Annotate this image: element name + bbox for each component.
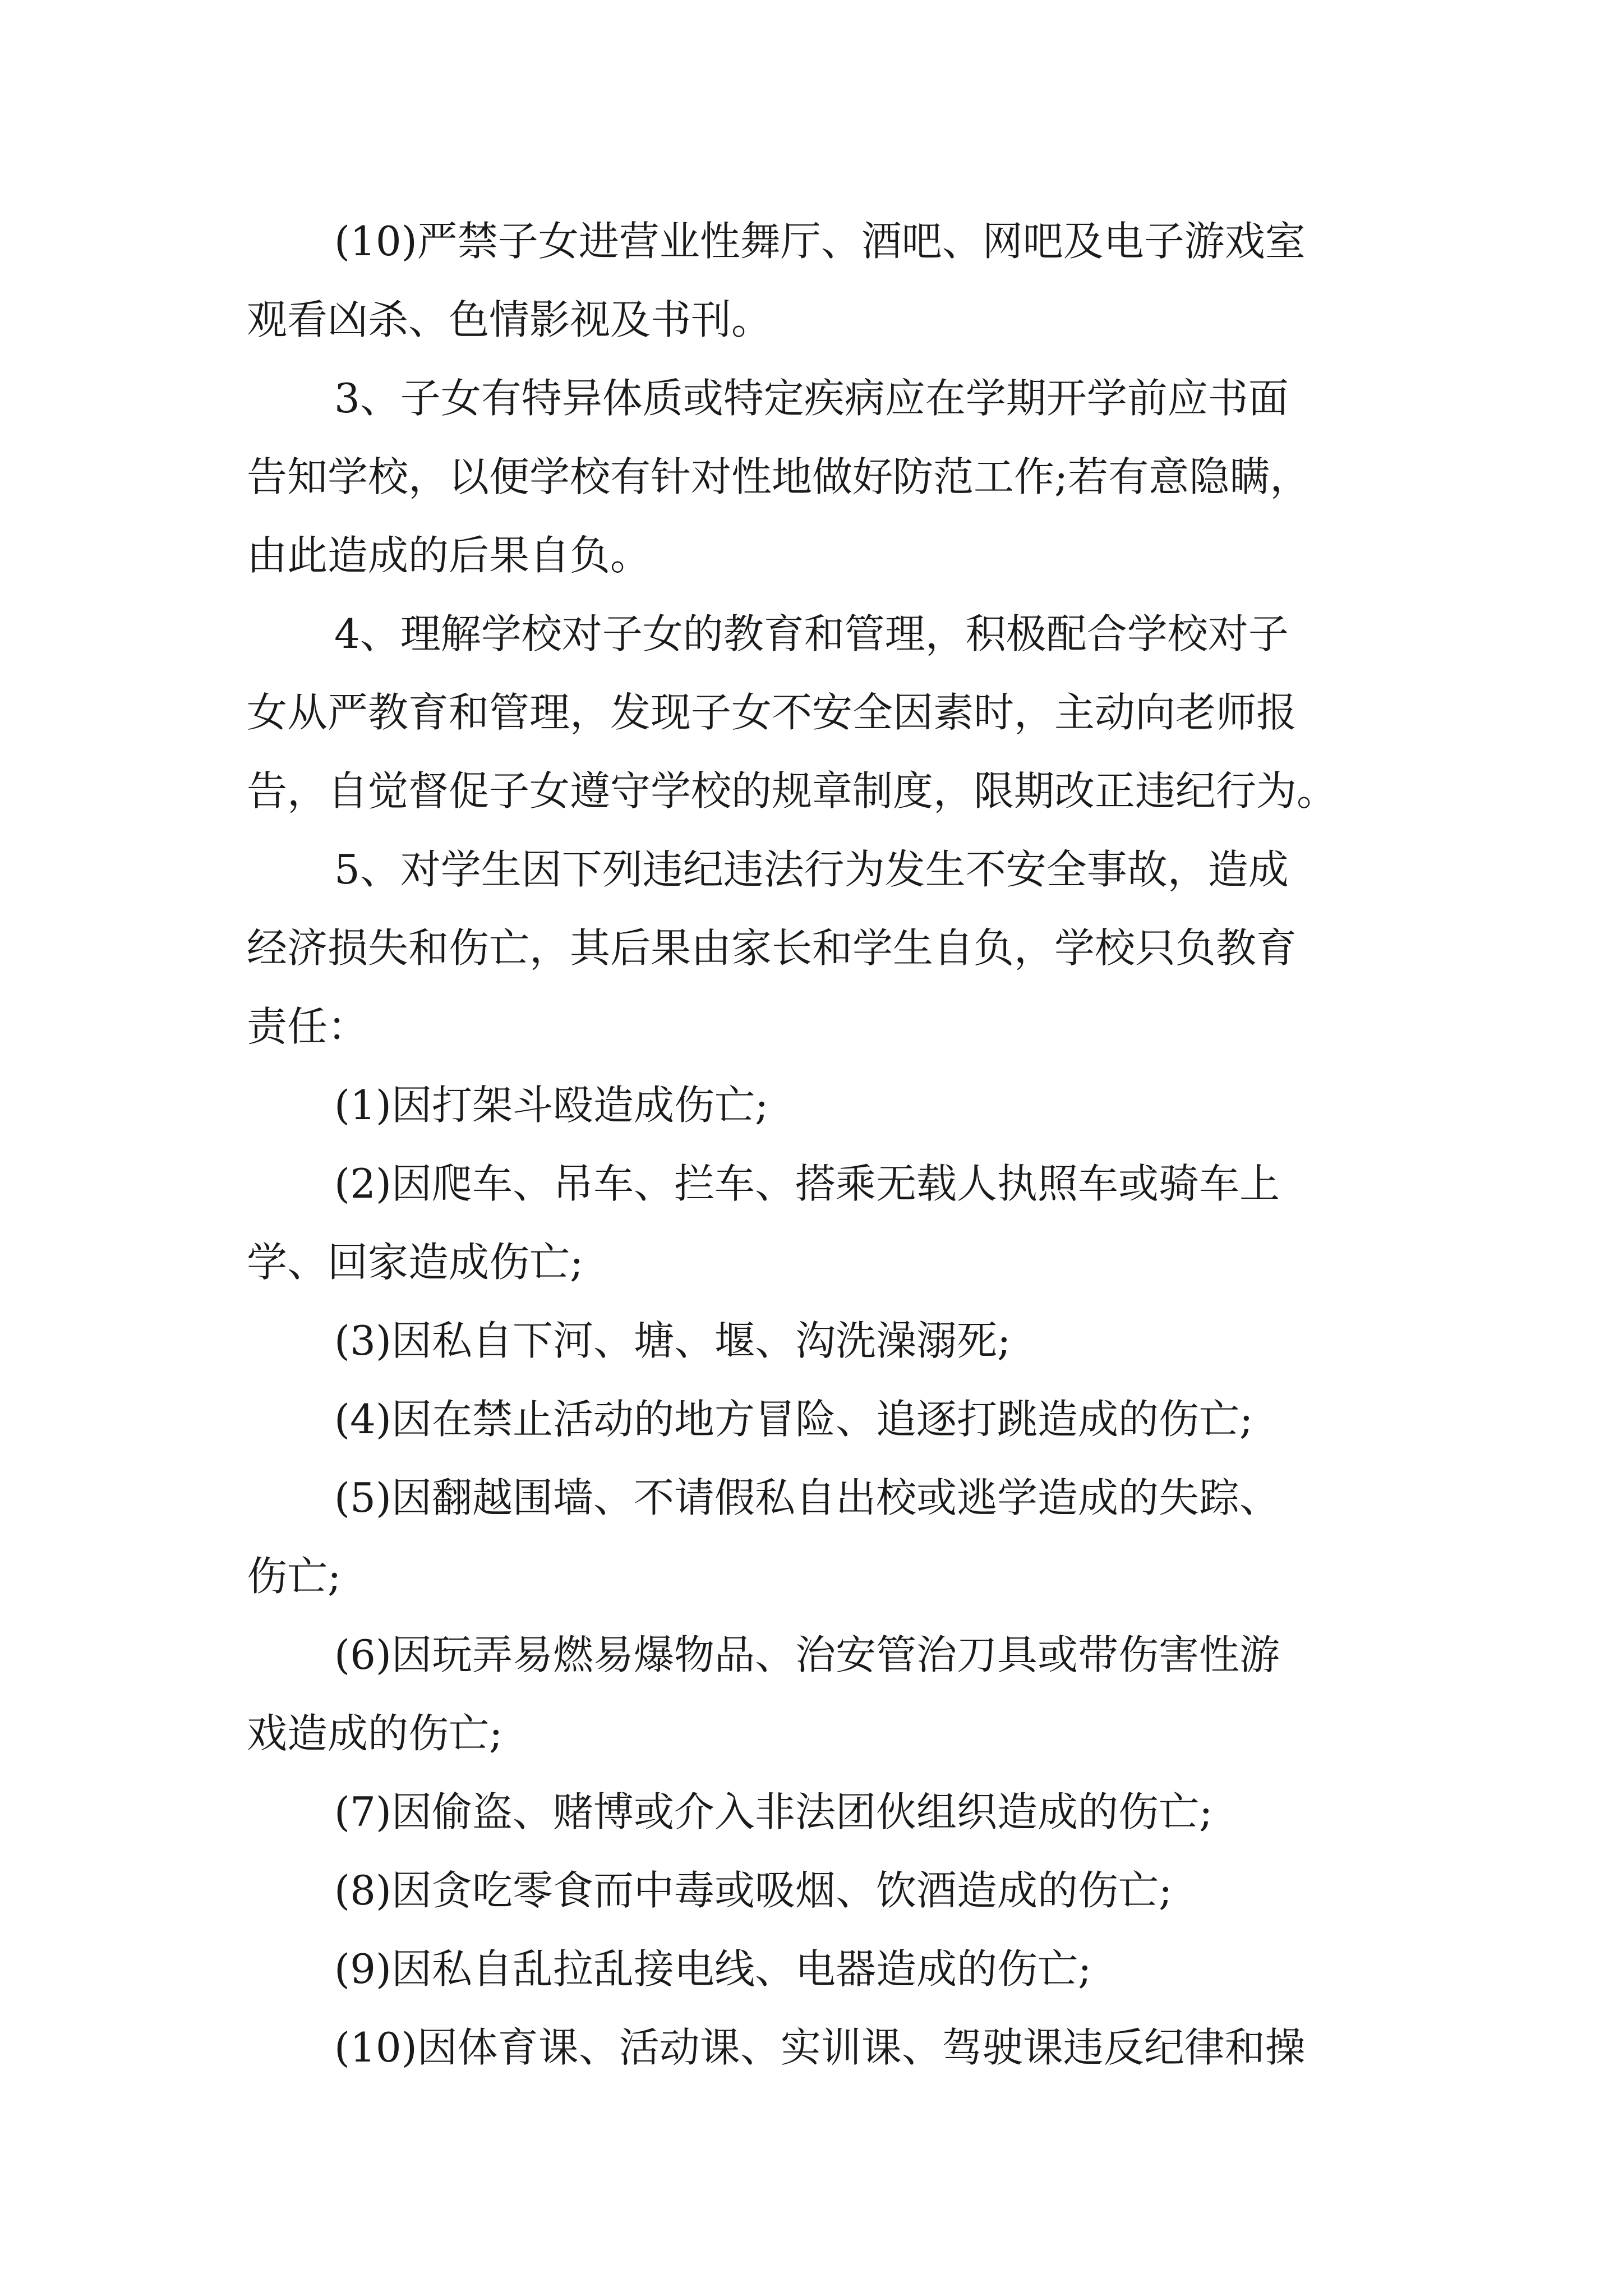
text-line: 学、回家造成伤亡;	[247, 1239, 584, 1286]
document-body	[247, 202, 1385, 2087]
text-line: (7)因偷盗、赌博或介入非法团伙组织造成的伤亡;	[334, 1788, 1213, 1835]
text-line: (3)因私自下河、塘、堰、沟洗澡溺死;	[334, 1317, 1011, 1364]
text-line: 5、对学生因下列违纪违法行为发生不安全事故，造成	[334, 846, 1289, 893]
text-line: (1)因打架斗殴造成伤亡;	[334, 1082, 769, 1129]
text-line: 3、子女有特异体质或特定疾病应在学期开学前应书面	[334, 375, 1289, 422]
text-line: (2)因爬车、吊车、拦车、搭乘无载人执照车或骑车上	[334, 1160, 1280, 1207]
text-line: 观看凶杀、色情影视及书刊。	[247, 296, 772, 343]
text-line: (10)严禁子女进营业性舞厅、酒吧、网吧及电子游戏室	[334, 218, 1306, 265]
text-line: 告知学校，以便学校有针对性地做好防范工作;若有意隐瞒，	[247, 453, 1311, 500]
text-line: (4)因在禁止活动的地方冒险、追逐打跳造成的伤亡;	[334, 1396, 1253, 1443]
text-line: (6)因玩弄易燃易爆物品、治安管治刀具或带伤害性游	[334, 1631, 1280, 1678]
text-line: 女从严教育和管理，发现子女不安全因素时，主动向老师报	[247, 689, 1297, 736]
text-line: (5)因翻越围墙、不请假私自出校或逃学造成的失踪、	[334, 1474, 1280, 1521]
text-line: 由此造成的后果自负。	[247, 532, 651, 579]
text-line: 告，自觉督促子女遵守学校的规章制度，限期改正违纪行为。	[247, 767, 1338, 815]
text-line: 4、理解学校对子女的教育和管理，积极配合学校对子	[334, 610, 1289, 657]
text-line: 经济损失和伤亡，其后果由家长和学生自负，学校只负教育	[247, 924, 1297, 972]
text-line: 戏造成的伤亡;	[247, 1710, 503, 1757]
text-line: 责任：	[247, 1003, 368, 1050]
text-line: (10)因体育课、活动课、实训课、驾驶课违反纪律和操	[334, 2024, 1306, 2071]
text-line: (8)因贪吃零食而中毒或吸烟、饮酒造成的伤亡;	[334, 1867, 1173, 1914]
text-line: 伤亡;	[247, 1553, 342, 1600]
text-line: (9)因私自乱拉乱接电线、电器造成的伤亡;	[334, 1945, 1092, 1993]
